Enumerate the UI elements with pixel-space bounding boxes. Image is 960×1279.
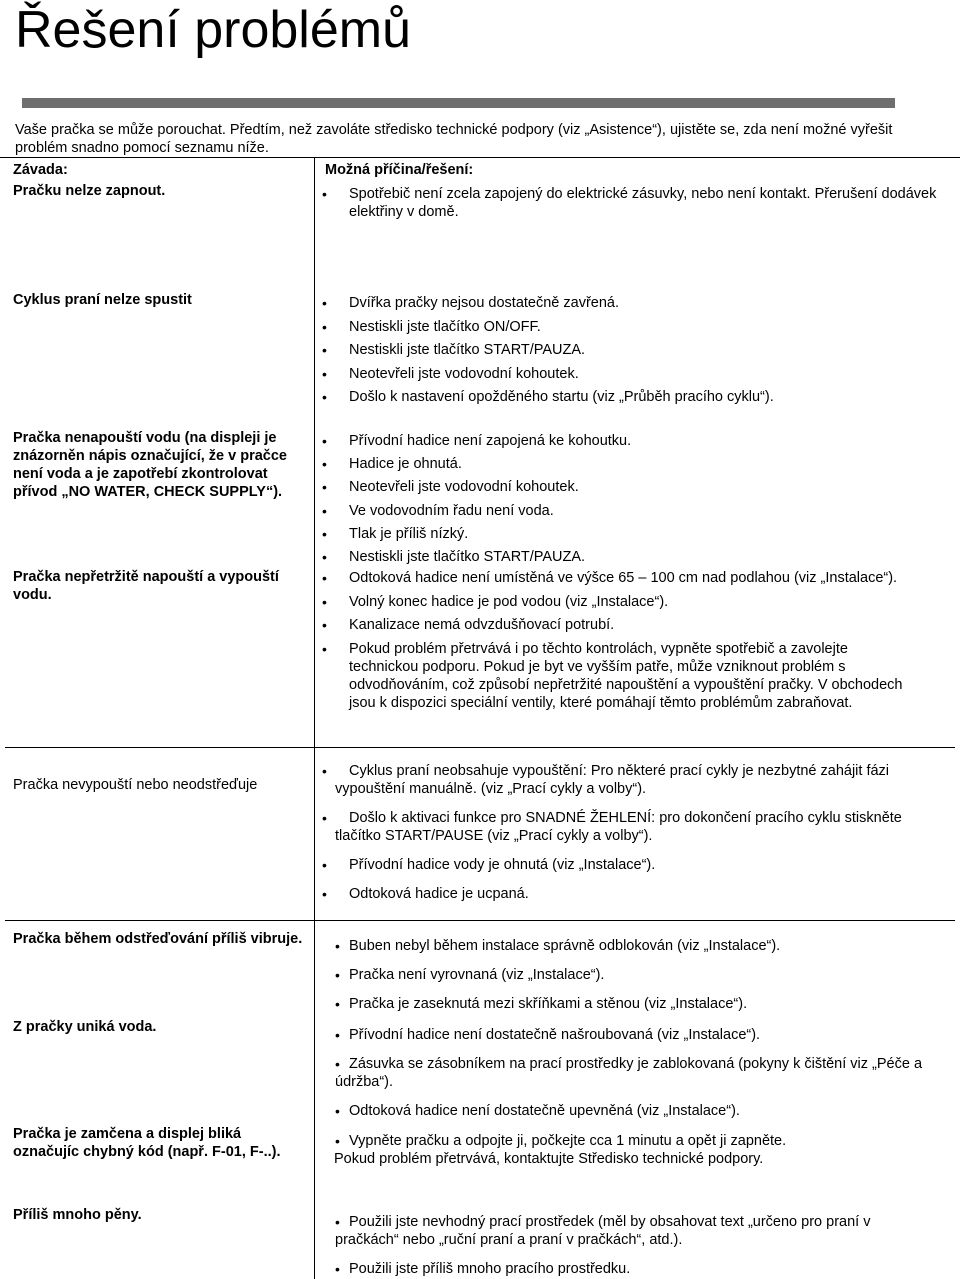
list-item: • Přívodní hadice není zapojená ke kohoutku.: [322, 430, 950, 453]
page-title: Řešení problémů: [15, 1, 411, 59]
fault-label: Cyklus praní nelze spustit: [13, 292, 192, 308]
list-item: • Odtoková hadice není umístěná ve výšce 65 – 100 cm nad podlahou (viz „Instalace“).: [322, 570, 898, 586]
bullet-icon: •: [335, 1133, 340, 1149]
bullet-icon: •: [322, 570, 327, 586]
fault-label: Příliš mnoho pěny.: [13, 1207, 142, 1223]
note-text: Pokud problém přetrvává, kontaktujte Středisko technické podpory.: [334, 1151, 764, 1167]
list-item: • Přívodní hadice vody je ohnutá (viz „Instalace“).: [322, 857, 656, 873]
list-item: • Ve vodovodním řadu není voda.: [322, 500, 950, 523]
bullet-icon: •: [335, 967, 340, 983]
list-item: • Nestiskli jste tlačítko START/PAUZA.: [322, 546, 950, 569]
bullet-icon: •: [322, 295, 327, 311]
list-item: • Použili jste příliš mnoho pracího prostředku.: [335, 1261, 631, 1277]
list-item: • Neotevřeli jste vodovodní kohoutek.: [322, 476, 950, 499]
bullet-icon: •: [322, 593, 327, 610]
bullet-icon: •: [322, 549, 327, 566]
solution-list: [322, 569, 950, 712]
list-item: • Zásuvka se zásobníkem na prací prostředky je zablokovaná (pokyny k čištění viz „Péče a údržba“).: [335, 1056, 923, 1090]
bullet-icon: •: [335, 996, 340, 1012]
list-item: • Vypněte pračku a odpojte ji, počkejte cca 1 minutu a opět ji zapněte.: [335, 1133, 787, 1149]
fault-label: Z pračky uniká voda.: [13, 1019, 157, 1035]
bullet-icon: •: [322, 763, 327, 779]
bullet-icon: •: [322, 810, 327, 826]
bullet-icon: •: [322, 456, 327, 473]
title-rule: [22, 98, 895, 108]
list-item: • Došlo k aktivaci funkce pro SNADNÉ ŽEHLENÍ: pro dokončení pracího cyklu stiskněte tlačítko START/PAUSE (viz „Prací cykly a volby“).: [322, 810, 902, 844]
fault-label: Pračku nelze zapnout.: [13, 183, 166, 199]
list-item: • Odtoková hadice je ucpaná.: [322, 886, 529, 902]
list-item: • Kanalizace nemá odvzdušňovací potrubí.: [322, 617, 615, 633]
list-item: • Buben nebyl během instalace správně odblokován (viz „Instalace“).: [335, 938, 781, 954]
fault-label: Pračka nepřetržitě napouští a vypouští vodu.: [13, 569, 279, 603]
bullet-icon: •: [335, 1261, 340, 1277]
solution-list: [322, 1026, 950, 1120]
list-item: • Hadice je ohnutá.: [322, 453, 950, 476]
column-divider: [314, 157, 315, 1279]
bullet-icon: •: [322, 857, 327, 873]
cause-header: Možná příčina/řešení:: [325, 162, 474, 178]
list-item: • Spotřebič není zcela zapojený do elektrické zásuvky, nebo není kontakt. Přerušení dodávek elektřiny v domě.: [322, 186, 937, 220]
list-item: • Přívodní hadice není dostatečně našroubovaná (viz „Instalace“).: [335, 1027, 761, 1043]
solution-list: [322, 430, 950, 569]
bullet-icon: •: [322, 502, 327, 519]
solution-list: [322, 292, 950, 410]
row-divider: [5, 920, 955, 921]
list-item: • Pračka není vyrovnaná (viz „Instalace“).: [335, 967, 605, 983]
bullet-icon: •: [322, 617, 327, 633]
fault-label: Pračka je zamčena a displej bliká označujíc chybný kód (např. F-01, F-..).: [13, 1126, 281, 1160]
bullet-icon: •: [335, 1103, 340, 1119]
bullet-icon: •: [322, 342, 327, 358]
list-item: • Volný konec hadice je pod vodou (viz „Instalace“).: [322, 593, 669, 610]
bullet-icon: •: [322, 479, 327, 496]
list-item: • Tlak je příliš nízký.: [322, 523, 950, 546]
solution-list: [322, 937, 950, 1024]
solution-list: [322, 185, 950, 221]
list-item: • Neotevřeli jste vodovodní kohoutek.: [322, 363, 950, 387]
solution-list: [322, 1132, 950, 1168]
bullet-icon: •: [335, 1214, 340, 1230]
bullet-icon: •: [322, 640, 327, 657]
bullet-icon: •: [322, 365, 327, 382]
list-item: • Použili jste nevhodný prací prostředek (měl by obsahovat text „určeno pro praní v pračkách“ nebo „ruční praní a praní v pračkách“, atd.).: [335, 1214, 871, 1248]
list-item: • Došlo k nastavení opožděného startu (viz „Průběh pracího cyklu“).: [322, 386, 950, 410]
bullet-icon: •: [322, 389, 327, 405]
list-item: • Cyklus praní neobsahuje vypouštění: Pro některé prací cykly je nezbytné zahájit fázi vypouštění manuálně. (viz „Prací cykly a volby“).: [322, 763, 890, 797]
bullet-icon: •: [335, 1056, 340, 1072]
bullet-icon: •: [335, 1027, 340, 1043]
solution-list: [322, 1213, 950, 1278]
fault-header: Závada:: [13, 162, 68, 178]
fault-label: Pračka nenapouští vodu (na displeji je znázorněn nápis označující, že v pračce není voda a je zapotřebí zkontrolovat přívod „NO WATER, CHECK SUPPLY“).: [13, 430, 287, 500]
bullet-icon: •: [322, 186, 327, 202]
list-item: • Nestiskli jste tlačítko ON/OFF.: [322, 316, 950, 340]
fault-label: Pračka během odstřeďování příliš vibruje.: [13, 931, 303, 947]
solution-list: [322, 762, 950, 903]
list-item: • Dvířka pračky nejsou dostatečně zavřená.: [322, 292, 950, 316]
fault-label: Pračka nevypouští nebo neodstřeďuje: [13, 777, 258, 793]
list-item: • Odtoková hadice není dostatečně upevněná (viz „Instalace“).: [335, 1103, 740, 1119]
intro-text: Vaše pračka se může porouchat. Předtím, než zavoláte středisko technické podpory (viz „Asistence“), ujistěte se, zda není možné vyřešit problém snadno pomocí seznamu níže.: [15, 122, 893, 156]
list-item: • Pračka je zaseknutá mezi skříňkami a stěnou (viz „Instalace“).: [335, 996, 748, 1012]
list-item: • Pokud problém přetrvává i po těchto kontrolách, vypněte spotřebič a zavolejte technickou podporu. Pokud je byt ve vyšším patře, může vzniknout problém s odvodňováním, což způsobí nepřetržité napouštění a vypouštění pračky. V obchodech jsou k dispozici speciální ventily, které pomáhají těmto problémům zabraňovat.: [322, 640, 903, 711]
bullet-icon: •: [322, 433, 327, 449]
list-item: • Nestiskli jste tlačítko START/PAUZA.: [322, 339, 950, 363]
table-top-rule: [0, 157, 960, 158]
bullet-icon: •: [322, 525, 327, 542]
bullet-icon: •: [322, 886, 327, 902]
bullet-icon: •: [335, 938, 340, 954]
row-divider: [5, 747, 955, 748]
bullet-icon: •: [322, 318, 327, 335]
